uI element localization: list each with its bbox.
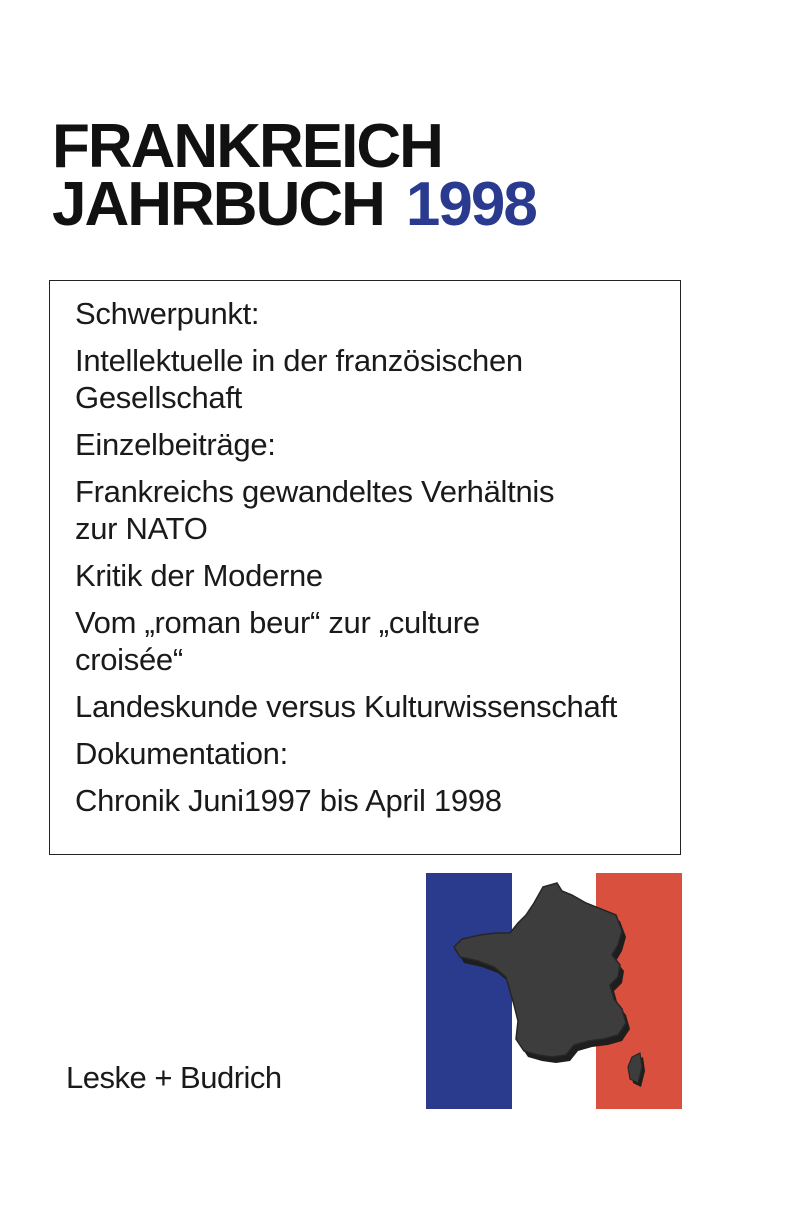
flag-blue-stripe <box>426 873 512 1109</box>
title-year: 1998 <box>405 170 536 239</box>
contents-heading-einzelbeitraege: Einzelbeiträge: <box>75 427 276 462</box>
contents-item-chronik: Chronik Juni1997 bis April 1998 <box>75 783 502 818</box>
publisher-name: Leske + Budrich <box>66 1060 282 1095</box>
contents-item-roman-beur: Vom „roman beur“ zur „culture croisée“ <box>75 605 480 677</box>
title-line-2 <box>52 170 652 239</box>
contents-item-kritik-der-moderne: Kritik der Moderne <box>75 558 323 593</box>
contents-item-nato: Frankreichs gewandeltes Verhältnis zur NATO <box>75 474 555 546</box>
book-title <box>52 112 652 239</box>
contents-item-intellektuelle: Intellektuelle in der französischen Gesellschaft <box>75 343 523 415</box>
contents-heading-schwerpunkt: Schwerpunkt: <box>75 296 260 331</box>
title-line-1: FRANKREICH <box>52 112 442 181</box>
contents-heading-dokumentation: Dokumentation: <box>75 736 288 771</box>
title-word-jahrbuch: JAHRBUCH <box>52 170 384 239</box>
french-flag-map-icon <box>426 873 682 1109</box>
contents-box <box>49 280 681 855</box>
contents-item-landeskunde: Landeskunde versus Kulturwissenschaft <box>75 689 618 724</box>
